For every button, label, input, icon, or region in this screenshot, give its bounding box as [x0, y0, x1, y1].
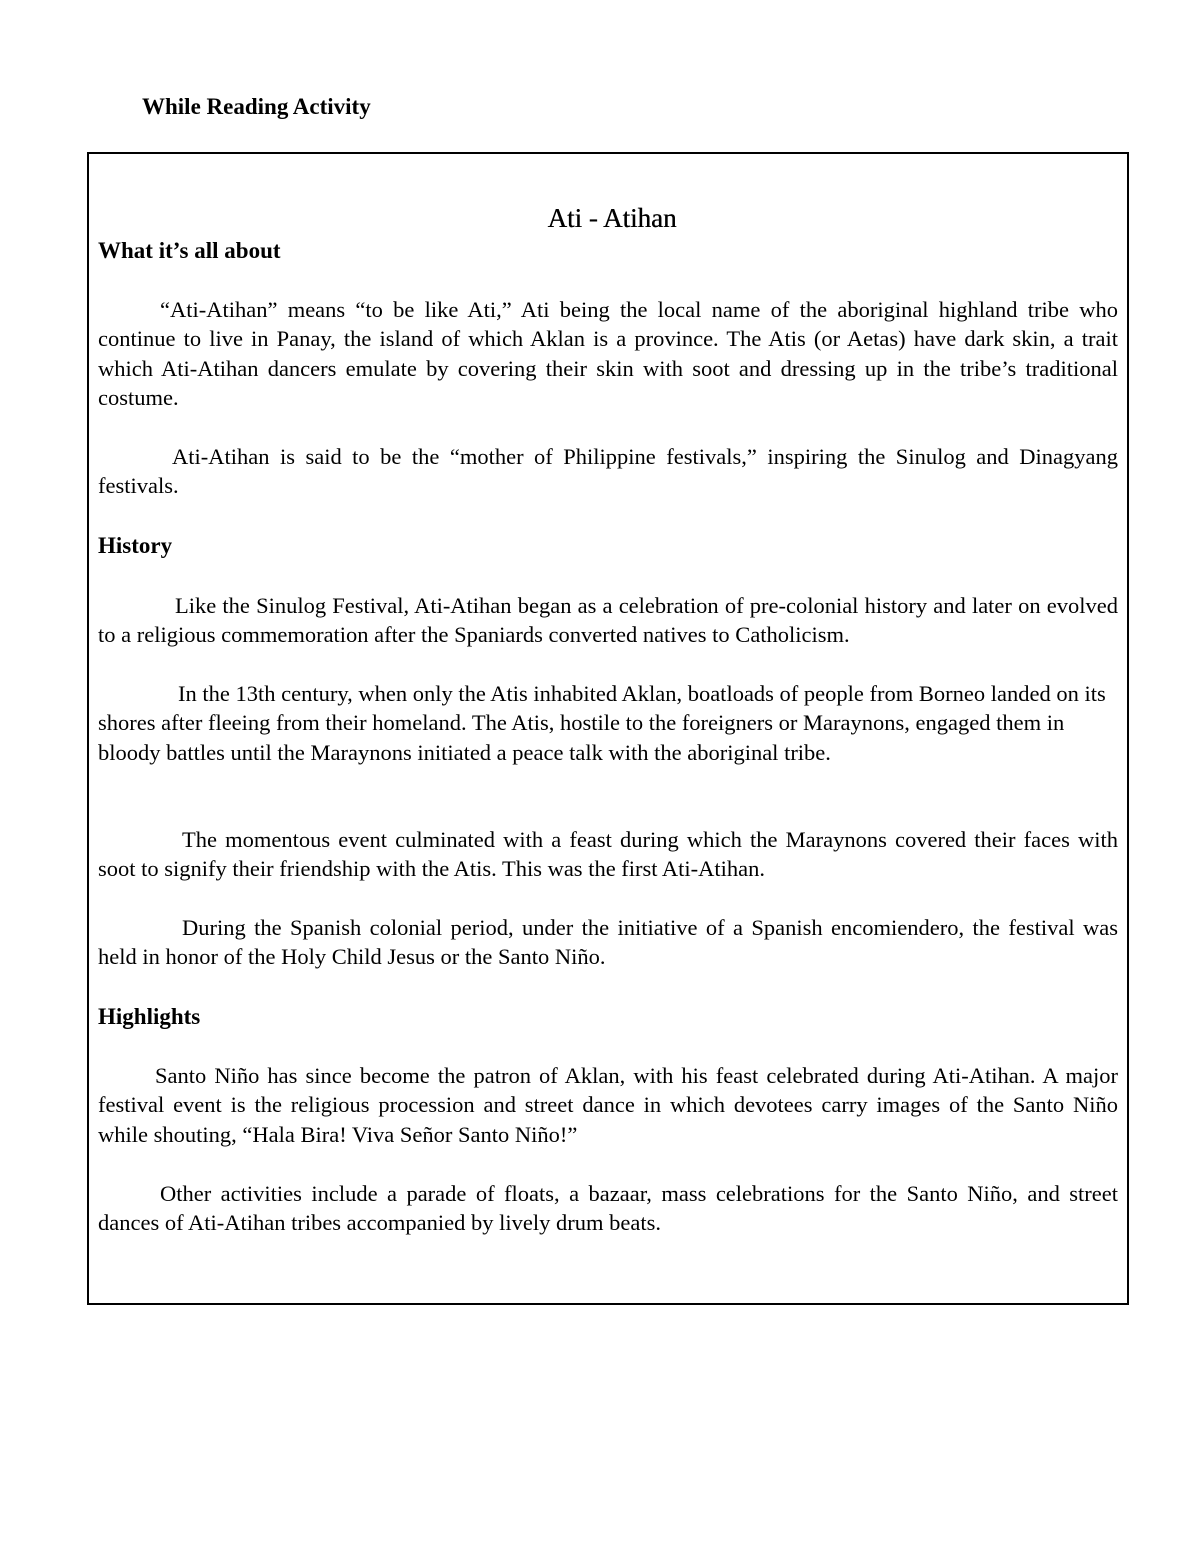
paragraph-history-3: The momentous event culminated with a feast during which the Maraynons covered their faces with soot to signify their friendship with the Atis. This was the first Ati-Atihan. [98, 827, 1118, 882]
activity-label: While Reading Activity [142, 94, 371, 119]
paragraph-about-1: “Ati-Atihan” means “to be like Ati,” Ati being the local name of the aboriginal highland tribe who continue to live in Panay, the island of which Aklan is a province. The Atis (or Aetas) have dark skin, a trait which Ati-Atihan dancers emulate by covering their skin with soot and dressing up in the tribe’s traditional costume. [98, 297, 1118, 410]
section-heading-highlights: Highlights [98, 1004, 201, 1029]
paragraph-history-1: Like the Sinulog Festival, Ati-Atihan began as a celebration of pre-colonial history and later on evolved to a religious commemoration after the Spaniards converted natives to Catholicism. [98, 593, 1118, 648]
section-heading-history: History [98, 533, 173, 558]
section-heading-about: What it’s all about [98, 238, 281, 263]
paragraph-history-4: During the Spanish colonial period, under the initiative of a Spanish encomiendero, the festival was held in honor of the Holy Child Jesus or the Santo Niño. [98, 915, 1118, 970]
paragraph-highlights-1: Santo Niño has since become the patron of Aklan, with his feast celebrated during Ati-Atihan. A major festival event is the religious procession and street dance in which devotees carry images of the Santo Niño while shouting, “Hala Bira! Viva Señor Santo Niño!” [98, 1063, 1118, 1147]
paragraph-about-2: Ati-Atihan is said to be the “mother of Philippine festivals,” inspiring the Sinulog and Dinagyang festivals. [98, 444, 1118, 499]
document-title: Ati - Atihan [547, 203, 677, 233]
reading-passage-box [87, 152, 1129, 1305]
paragraph-highlights-2: Other activities include a parade of floats, a bazaar, mass celebrations for the Santo Niño, and street dances of Ati-Atihan tribes accompanied by lively drum beats. [98, 1181, 1118, 1236]
paragraph-history-2: In the 13th century, when only the Atis inhabited Aklan, boatloads of people from Borneo landed on its shores after fleeing from their homeland. The Atis, hostile to the foreigners or Maraynons, engaged them in bloody battles until the Maraynons initiated a peace talk with the aboriginal tribe. [98, 681, 1106, 765]
